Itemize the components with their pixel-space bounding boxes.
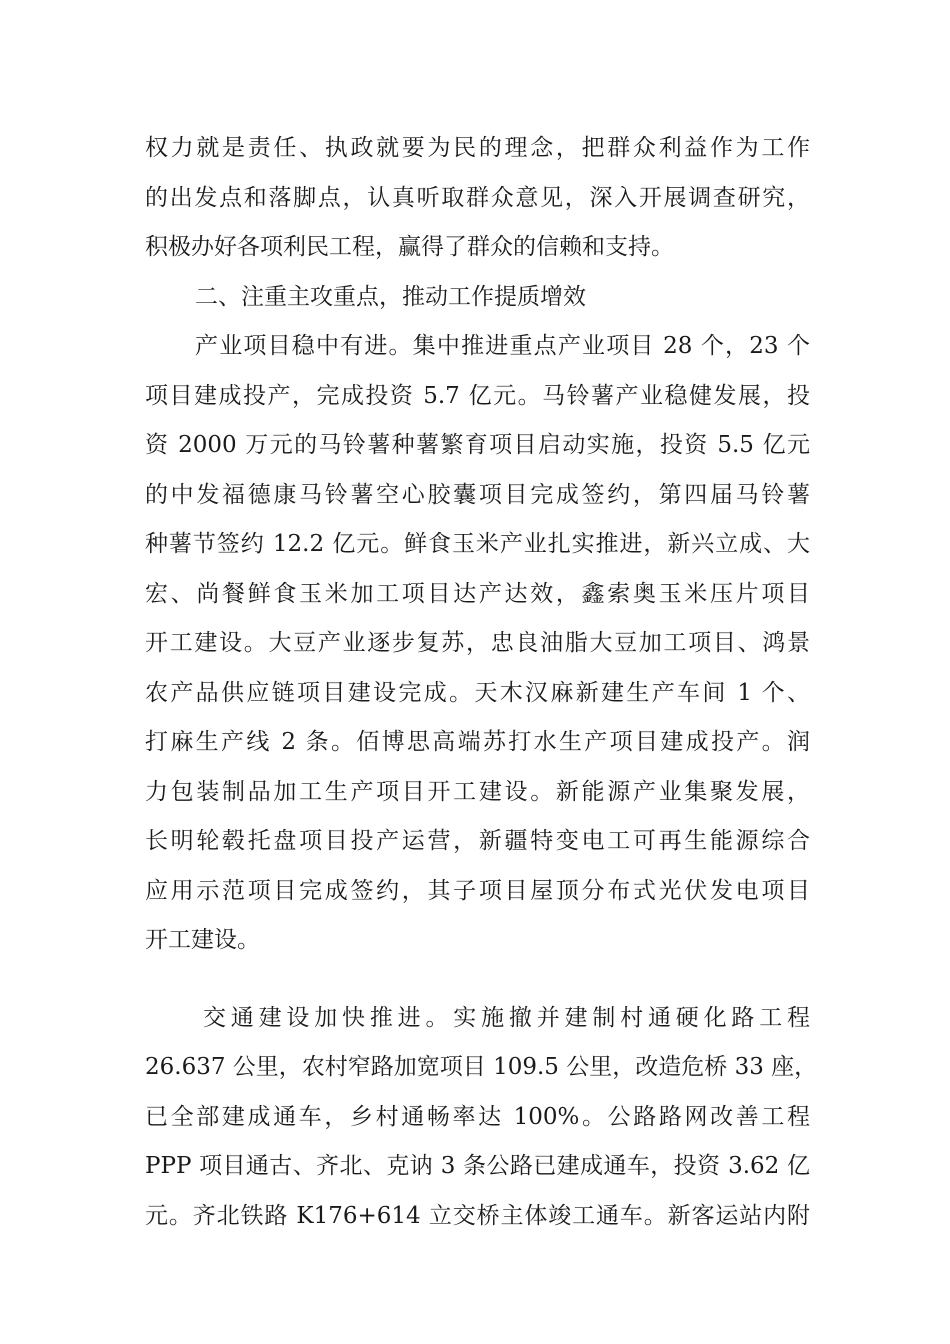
text-line: 长明轮毂托盘项目投产运营，新疆特变电工可再生能源综合 xyxy=(145,828,810,854)
document-body xyxy=(145,124,818,1241)
text-line: 的中发福德康马铃薯空心胶囊项目完成签约，第四届马铃薯 xyxy=(145,481,810,508)
text-line: 种薯节签约 12.2 亿元。鲜食玉米产业扎实推进，新兴立成、大 xyxy=(145,531,810,557)
text-line: 打麻生产线 2 条。佰博思高端苏打水生产项目建成投产。润 xyxy=(145,729,810,755)
text-line: 交通建设加快推进。实施撤并建制村通硬化路工程 xyxy=(203,1004,810,1031)
paragraph-gap xyxy=(145,966,810,994)
text-line: PPP 项目通古、齐北、克讷 3 条公路已建成通车，投资 3.62 亿 xyxy=(145,1153,810,1179)
text-line: 已全部建成通车，乡村通畅率达 100%。公路路网改善工程 xyxy=(145,1103,810,1130)
text-line: 应用示范项目完成签约，其子项目屋顶分布式光伏发电项目 xyxy=(145,877,810,904)
text-line: 项目建成投产，完成投资 5.7 亿元。马铃薯产业稳健发展，投 xyxy=(145,382,810,409)
text-line: 产业项目稳中有进。集中推进重点产业项目 28 个，23 个 xyxy=(195,333,810,359)
text-line: 权力就是责任、执政就要为民的理念，把群众利益作为工作 xyxy=(145,135,810,161)
text-line: 资 2000 万元的马铃薯种薯繁育项目启动实施，投资 5.5 亿元 xyxy=(145,432,810,458)
text-line: 开工建设。 xyxy=(145,927,260,953)
text-line: 26.637 公里，农村窄路加宽项目 109.5 公里，改造危桥 33 座， xyxy=(145,1054,818,1080)
text-line: 的出发点和落脚点，认真听取群众意见，深入开展调查研究， xyxy=(145,184,810,211)
text-line: 开工建设。大豆产业逐步复苏，忠良油脂大豆加工项目、鸿景 xyxy=(145,630,810,656)
text-line: 力包装制品加工生产项目开工建设。新能源产业集聚发展， xyxy=(145,778,810,805)
text-line: 积极办好各项利民工程，赢得了群众的信赖和支持。 xyxy=(145,234,674,260)
text-line: 元。齐北铁路 K176+614 立交桥主体竣工通车。新客运站内附 xyxy=(145,1202,810,1229)
text-line: 宏、尚餐鲜食玉米加工项目达产达效，鑫索奥玉米压片项目 xyxy=(145,580,810,607)
text-line: 农产品供应链项目建设完成。天木汉麻新建生产车间 1 个、 xyxy=(145,679,810,706)
section-heading: 二、注重主攻重点，推动工作提质增效 xyxy=(195,283,586,310)
